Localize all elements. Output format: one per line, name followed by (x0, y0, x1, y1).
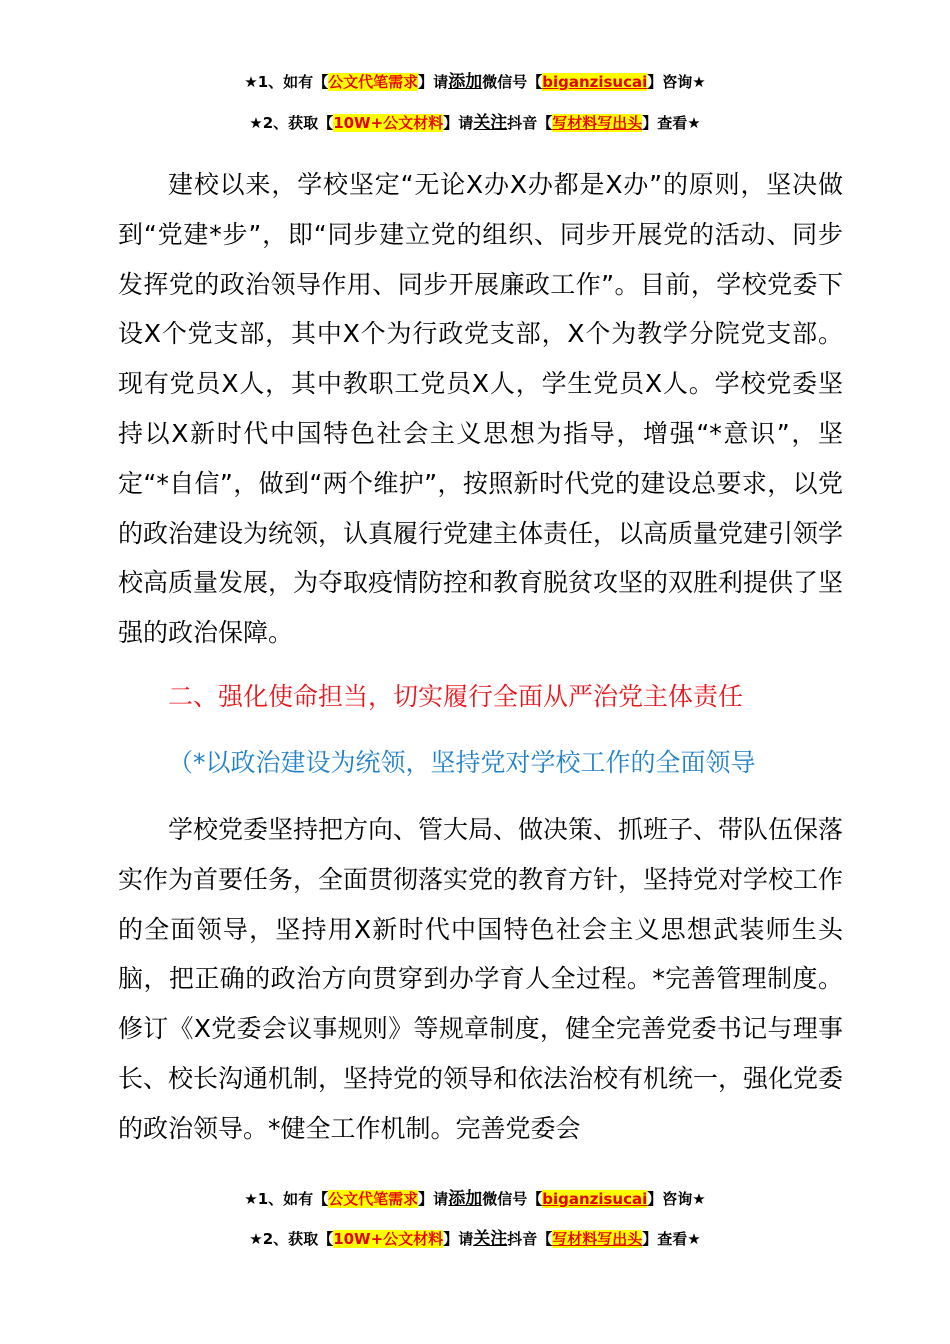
banner-text: 】查看★ (642, 1230, 701, 1248)
banner-text: 微信号【 (482, 73, 543, 91)
footer-banner-line-1 (0, 1188, 950, 1210)
banner-text: 】查看★ (642, 114, 701, 132)
banner-text: 】咨询★ (647, 1190, 706, 1208)
banner-emphasis: 关注 (473, 1229, 508, 1249)
body-paragraph-1: 建校以来，学校坚定“无论X办X办都是X办”的原则，坚决做到“党建*步”，即“同步建立党的组织、同步开展党的活动、同步发挥党的政治领导作用、同步开展廉政工作”。目前，学校党委下设X个党支部，其中X个为行政党支部，X个为教学分院党支部。现有党员X人，其中教职工党员X人，学生党员X人。学校党委坚持以X新时代中国特色社会主义思想为指导，增强“*意识”，坚定“*自信”，做到“两个维护”，按照新时代党的建设总要求，以党的政治建设为统领，认真履行党建主体责任，以高质量党建引领学校高质量发展，为夺取疫情防控和教育脱贫攻坚的双胜利提供了坚强的政治保障。 (118, 170, 844, 648)
banner-highlight: 10W+公文材料 (333, 114, 444, 132)
banner-text: ★1、如有【 (244, 73, 329, 91)
banner-text: 抖音【 (507, 114, 553, 132)
banner-text: 】咨询★ (647, 73, 706, 91)
header-banner-line-1 (0, 71, 950, 93)
banner-text: 】请 (418, 73, 449, 91)
footer-banner-line-2 (0, 1228, 950, 1250)
banner-highlight: biganzisucai (542, 73, 648, 91)
banner-highlight: 公文代笔需求 (328, 73, 419, 91)
subsection-heading-1: （*以政治建设为统领，坚持党对学校工作的全面领导 (168, 748, 756, 777)
banner-highlight: 10W+公文材料 (333, 1230, 444, 1248)
banner-text: 】请 (443, 114, 474, 132)
section-heading-2: 二、强化使命担当，切实履行全面从严治党主体责任 (168, 682, 744, 711)
banner-text: 】请 (418, 1190, 449, 1208)
banner-emphasis: 关注 (473, 113, 508, 133)
banner-emphasis: 添加 (448, 72, 483, 92)
banner-highlight: 写材料写出头 (552, 1230, 643, 1248)
banner-text: ★2、获取【 (249, 114, 334, 132)
banner-emphasis: 添加 (448, 1189, 483, 1209)
banner-highlight: biganzisucai (542, 1190, 648, 1208)
banner-highlight: 写材料写出头 (552, 114, 643, 132)
banner-text: 抖音【 (507, 1230, 553, 1248)
banner-text: 】请 (443, 1230, 474, 1248)
header-banner-line-2 (0, 112, 950, 134)
banner-highlight: 公文代笔需求 (328, 1190, 419, 1208)
banner-text: ★1、如有【 (244, 1190, 329, 1208)
banner-text: 微信号【 (482, 1190, 543, 1208)
body-paragraph-2: 学校党委坚持把方向、管大局、做决策、抓班子、带队伍保落实作为首要任务，全面贯彻落实党的教育方针，坚持党对学校工作的全面领导，坚持用X新时代中国特色社会主义思想武装师生头脑，把正确的政治方向贯穿到办学育人全过程。*完善管理制度。修订《X党委会议事规则》等规章制度，健全完善党委书记与理事长、校长沟通机制，坚持党的领导和依法治校有机统一，强化党委的政治领导。*健全工作机制。完善党委会 (118, 815, 844, 1143)
banner-text: ★2、获取【 (249, 1230, 334, 1248)
